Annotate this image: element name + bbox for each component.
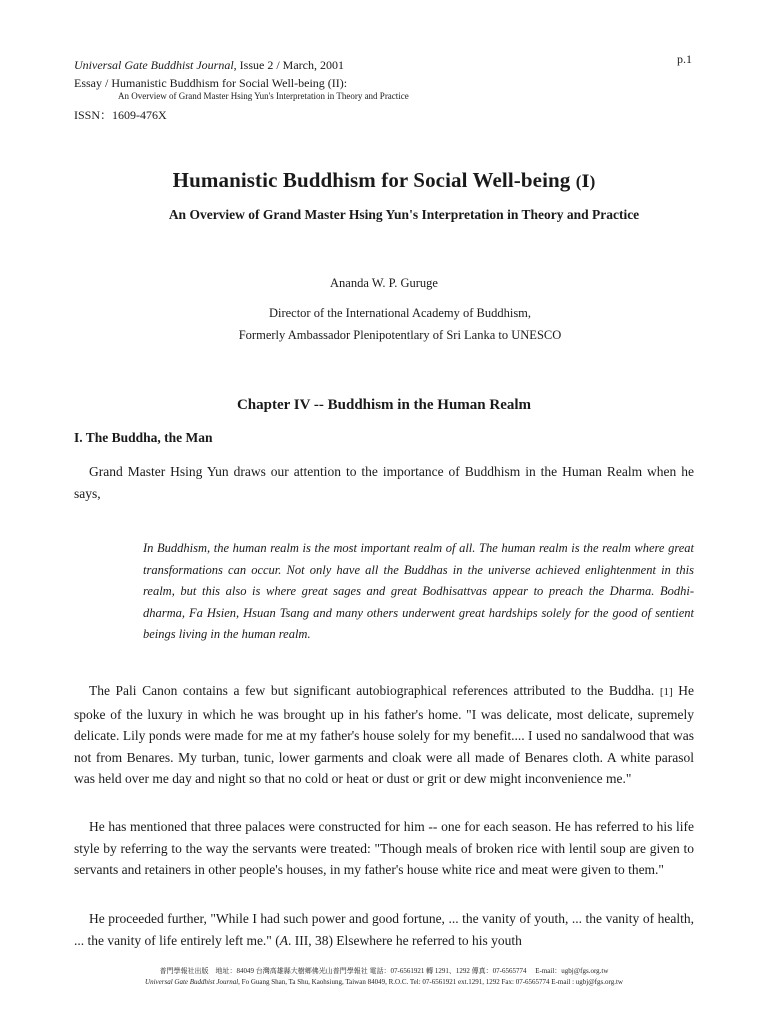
paragraph-4: [74, 908, 694, 951]
essay-line: Essay / Humanistic Buddhism for Social Well-being (II):: [74, 76, 348, 90]
article-subtitle: An Overview of Grand Master Hsing Yun's Interpretation in Theory and Practice: [168, 207, 640, 222]
issn-line: ISSN：1609-476X: [74, 108, 167, 122]
author-name: Ananda W. P. Guruge: [330, 276, 438, 290]
paragraph-2-text-a: The Pali Canon contains a few but significant autobiographical references attributed to the Buddha.: [89, 683, 660, 698]
page-footer: [0, 966, 768, 988]
paragraph-4-text-b: . III, 38) Elsewhere he referred to his youth: [287, 932, 522, 948]
article-title-volume: (Ⅰ): [575, 172, 596, 191]
footnote-ref-1[interactable]: [1]: [659, 686, 673, 698]
journal-issue: , Issue 2 / March, 2001: [233, 58, 344, 72]
article-title: [0, 168, 768, 193]
footer-address: , Fo Guang Shan, Ta Shu, Kaohsiung, Taiwan 84049, R.O.C. Tel: 07-6561921 ext.1291, 1292 Fax: 07-6565774 E-mail : ugbj@fgs.org.tw: [238, 978, 623, 986]
author-affiliation: [0, 302, 768, 346]
paragraph-1: Grand Master Hsing Yun draws our attention to the importance of Buddhism in the Human Realm when he says,: [74, 464, 694, 501]
footer-line-english: [0, 977, 768, 988]
page-number: p.1: [677, 52, 692, 66]
citation-source: A: [279, 932, 288, 948]
paragraph-4-text-a: He proceeded further, "While I had such power and good fortune, ... the vanity of youth, ... the vanity of health, ... the vanity of life entirely left me." (: [74, 911, 694, 948]
article-title-main: Humanistic Buddhism for Social Well-being: [172, 168, 571, 192]
paragraph-3: He has mentioned that three palaces were constructed for him -- one for each season. He has referred to his life style by referring to the way the servants were treated: "Though meals of broken rice with lentil soup are given to servants and retainers in other people's houses, in my father's house white rice and meat were given to them.": [74, 819, 694, 877]
journal-name: Universal Gate Buddhist Journal: [74, 58, 234, 72]
affiliation-line-2: Formerly Ambassador Plenipotentlary of Sri Lanka to UNESCO: [238, 328, 562, 342]
footer-journal-name: Universal Gate Buddhist Journal: [145, 978, 239, 986]
journal-issue-line: [74, 56, 409, 74]
affiliation-line-1: Director of the International Academy of Buddhism,: [268, 306, 532, 320]
paragraph-2: [74, 680, 694, 790]
block-quote: In Buddhism, the human realm is the most important realm of all. The human realm is the realm where great transformations can occur. Not only have all the Buddhas in the universe achieved enlightenment in this realm, but this also is where great sages and great Bodhisattvas appear to preach the Dharma. Bodhi-dharma, Fa Hsien, Hsuan Tsang and many others underwent great hardships solely for the good of sentient beings living in the human realm.: [143, 541, 694, 641]
footer-line-chinese: 普門學報社出版 地址：84049 台灣高雄縣大樹鄉佛光山普門學報社 電話：07-6561921 轉 1291、1292 傳真：07-6565774 E-mail：ugbj@fgs.org.tw: [159, 967, 609, 975]
paragraph-2-text-b: He spoke of the luxury in which he was brought up in his father's home. "I was delicate, most delicate, supremely delicate. Lily ponds were made for me at my father's house solely for my benefit.... I used no sandalwood that was not from Benares. My turban, tunic, lower garments and cloak were all made of Benares cloth. A white parasol was held over me day and night so that no cold or heat or dust or grit or dew might inconvenience me.": [74, 683, 694, 786]
chapter-heading: Chapter IV -- Buddhism in the Human Realm: [236, 397, 532, 413]
essay-subline: An Overview of Grand Master Hsing Yun's Interpretation in Theory and Practice: [118, 91, 409, 101]
section-heading: I. The Buddha, the Man: [74, 430, 213, 445]
journal-header: [74, 56, 409, 124]
